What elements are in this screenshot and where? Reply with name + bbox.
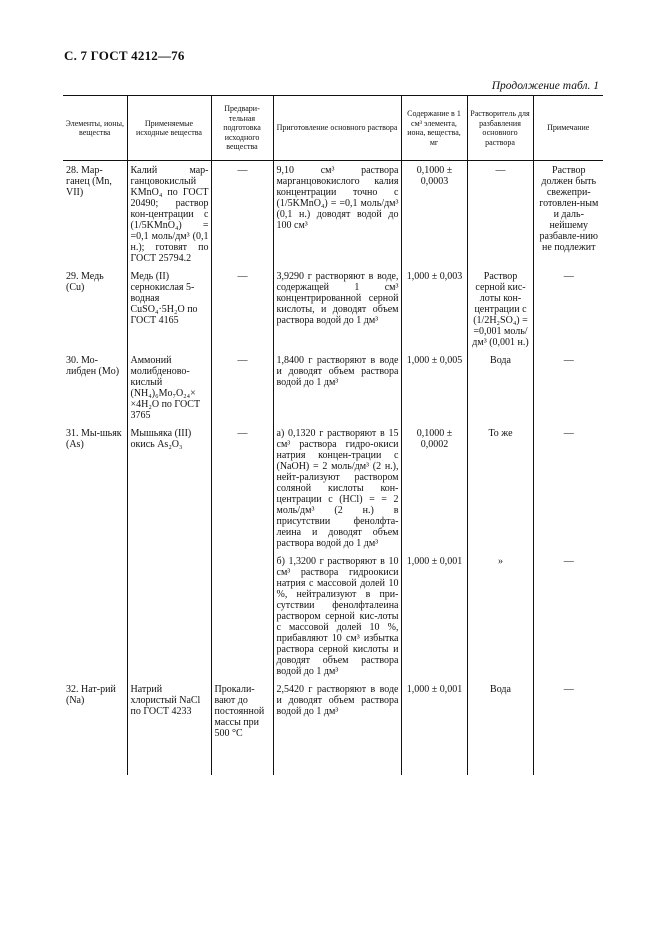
reagents-table xyxy=(63,95,603,775)
table-continuation-label: Продолжение табл. 1 xyxy=(491,80,599,92)
cell-note: Раствор должен быть свежепри-готовлен-ным и даль-нейшему разбавле-нию не подлежит xyxy=(533,161,603,268)
cell-note: — xyxy=(533,424,603,552)
cell-solvent: » xyxy=(467,552,533,680)
column-header-source: Применяемые исходные вещества xyxy=(127,96,211,161)
cell-pretreatment: — xyxy=(211,351,273,424)
cell-pretreatment: — xyxy=(211,161,273,268)
cell-element: 31. Мы-шьяк (As) xyxy=(66,428,122,450)
column-header-content: Содержание в 1 см³ элемента, иона, вещества, мг xyxy=(401,96,467,161)
cell-source: Аммоний молибденово-кислый (NH₄)₆Mo₇O₂₄× ×4H₂O по ГОСТ 3765 xyxy=(127,351,211,424)
cell-element: 32. Нат-рий (Na) xyxy=(66,684,116,706)
column-header-pretreatment: Предвари-тельная подготовка исходного вещества xyxy=(211,96,273,161)
filler-cell xyxy=(401,742,467,775)
cell-note: — xyxy=(533,680,603,742)
cell-solvent: — xyxy=(467,161,533,268)
cell-source xyxy=(127,552,211,680)
column-header-preparation: Приготовление основного раствора xyxy=(273,96,401,161)
cell-solvent: То же xyxy=(467,424,533,552)
cell-note: — xyxy=(533,552,603,680)
cell-source: Натрий хлористый NaCl по ГОСТ 4233 xyxy=(127,680,211,742)
cell-preparation: 1,8400 г растворяют в воде и доводят объем раствора водой до 1 дм³ xyxy=(273,351,401,424)
table-header-row xyxy=(63,96,603,161)
filler-cell xyxy=(63,742,127,775)
cell-solvent: Раствор серной кис-лоты кон-центрации c (1/2H₂SO₄) = =0,001 моль/дм³ (0,001 н.) xyxy=(467,267,533,351)
filler-cell xyxy=(127,742,211,775)
cell-pretreatment: — xyxy=(211,267,273,351)
column-header-solvent: Растворитель для разбавления основного раствора xyxy=(467,96,533,161)
table-row-arsenic-a xyxy=(63,424,603,552)
cell-note: — xyxy=(533,267,603,351)
cell-solvent: Вода xyxy=(467,351,533,424)
cell-source: Калий мар-ганцовокислый KMnO₄ по ГОСТ 20490; раствор кон-центрации c (1/5KMnO₄) = =0,1 моль/дм³ (0,1 н.); готовят по ГОСТ 25794.2 xyxy=(127,161,211,268)
cell-content: 1,000 ± 0,003 xyxy=(401,267,467,351)
cell-element: 29. Медь (Cu) xyxy=(66,271,104,293)
cell-element: 30. Мо-либден (Mo) xyxy=(66,355,120,377)
cell-source: Мышьяка (III) окись As₂O₃ xyxy=(127,424,211,552)
filler-cell xyxy=(273,742,401,775)
table-filler-row xyxy=(63,742,603,775)
cell-content: 0,1000 ± 0,0003 xyxy=(401,161,467,268)
column-header-note: Примечание xyxy=(533,96,603,161)
table-row-copper xyxy=(63,267,603,351)
cell-preparation: б) 1,3200 г растворяют в 10 см³ раствора гидроокиси натрия с массовой долей 10 %, нейтрализуют в при-сутствии фенолфталеина раствором серной кис-лоты с массовой долей 10 %, прибавляют 10 см³ избытка раствора серной кислоты и доводят объем раствора водой до 1 дм³ xyxy=(273,552,401,680)
table-row-manganese xyxy=(63,161,603,268)
cell-preparation: 9,10 см³ раствора марганцовокислого калия концентрации точно c (1/5KMnO₄) = =0,1 моль/дм³ (0,1 н.) доводят водой до 100 см³ xyxy=(273,161,401,268)
filler-cell xyxy=(533,742,603,775)
filler-cell xyxy=(211,742,273,775)
cell-content: 1,000 ± 0,001 xyxy=(401,680,467,742)
page-header: С. 7 ГОСТ 4212—76 xyxy=(64,48,185,63)
cell-source: Медь (II) сернокислая 5-водная CuSO₄·5H₂O по ГОСТ 4165 xyxy=(127,267,211,351)
cell-pretreatment: — xyxy=(211,424,273,552)
cell-pretreatment xyxy=(211,552,273,680)
cell-content: 1,000 ± 0,001 xyxy=(401,552,467,680)
table-row-arsenic-b xyxy=(63,552,603,680)
cell-preparation: 3,9290 г растворяют в воде, содержащей 1 см³ концентрированной серной кислоты, и доводят объем раствора водой до 1 дм³ xyxy=(273,267,401,351)
filler-cell xyxy=(467,742,533,775)
cell-element xyxy=(63,552,127,680)
cell-preparation: а) 0,1320 г растворяют в 15 см³ раствора гидро-окиси натрия концен-трации c (NaOH) = 2 моль/дм³ (2 н.), нейт-рализуют раствором соляной кислоты кон-центрации c (HCl) = = 2 моль/дм³ (2 н.) в присутствии фенолфта-леина и доводят объем раствора водой до 1 дм³ xyxy=(273,424,401,552)
cell-content: 0,1000 ± 0,0002 xyxy=(401,424,467,552)
cell-preparation: 2,5420 г растворяют в воде и доводят объем раствора водой до 1 дм³ xyxy=(273,680,401,742)
table-row-molybdenum xyxy=(63,351,603,424)
cell-element: 28. Мар-ганец (Mn, VII) xyxy=(66,165,112,198)
table-row-sodium xyxy=(63,680,603,742)
cell-pretreatment: Прокали-вают до постоянной массы при 500 °С xyxy=(211,680,273,742)
cell-content: 1,000 ± 0,005 xyxy=(401,351,467,424)
cell-solvent: Вода xyxy=(467,680,533,742)
cell-note: — xyxy=(533,351,603,424)
column-header-element: Элементы, ионы, вещества xyxy=(63,96,127,161)
